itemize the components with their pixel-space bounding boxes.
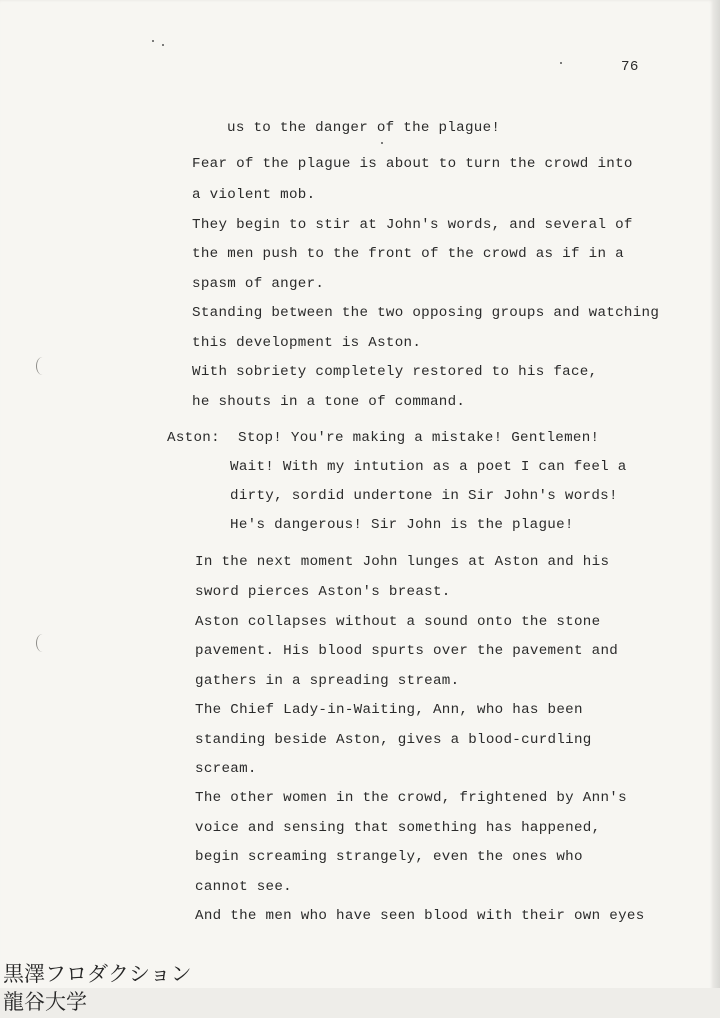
text-line: sword pierces Aston's breast. (195, 584, 451, 600)
page-edge-shadow (714, 0, 720, 1018)
dialogue-line: Stop! You're making a mistake! Gentlemen! (238, 430, 600, 446)
text-line: The other women in the crowd, frightened by Ann's (195, 790, 627, 806)
text-line: standing beside Aston, gives a blood-curdling (195, 732, 592, 748)
text-line: And the men who have seen blood with their own eyes (195, 908, 645, 924)
text-line: pavement. His blood spurts over the pavement and (195, 643, 619, 659)
text-line: us to the danger of the plague! (227, 120, 501, 136)
text-line: cannot see. (195, 879, 292, 895)
text-line: a violent mob. (192, 187, 316, 203)
text-line: spasm of anger. (192, 276, 325, 292)
text-line: begin screaming strangely, even the ones who (195, 849, 583, 865)
binder-hole-mark (36, 357, 49, 375)
scan-bottom-strip (0, 988, 720, 1018)
text-line: The Chief Lady-in-Waiting, Ann, who has been (195, 702, 583, 718)
text-line: this development is Aston. (192, 335, 422, 351)
dialogue-line: He's dangerous! Sir John is the plague! (230, 517, 574, 533)
paper-speck (162, 44, 164, 46)
watermark-production: 黒澤フロダクション (3, 962, 192, 986)
paper-speck (381, 142, 383, 144)
text-line: Standing between the two opposing groups and watching (192, 305, 660, 321)
paper-speck (152, 40, 154, 42)
text-line: With sobriety completely restored to his face, (192, 364, 598, 380)
text-line: the men push to the front of the crowd as if in a (192, 246, 624, 262)
text-line: gathers in a spreading stream. (195, 673, 460, 689)
text-line: he shouts in a tone of command. (192, 394, 466, 410)
text-line: In the next moment John lunges at Aston and his (195, 554, 610, 570)
dialogue-line: Wait! With my intution as a poet I can feel a (230, 459, 627, 475)
text-line: Fear of the plague is about to turn the crowd into (192, 156, 633, 172)
watermark-university: 龍谷大学 (3, 990, 87, 1014)
page-number: 76 (621, 59, 639, 75)
binder-hole-mark (36, 634, 49, 652)
text-line: Aston collapses without a sound onto the stone (195, 614, 601, 630)
text-line: voice and sensing that something has happened, (195, 820, 601, 836)
text-line: scream. (195, 761, 257, 777)
speaker-name: Aston: (167, 430, 220, 446)
dialogue-line: dirty, sordid undertone in Sir John's words! (230, 488, 618, 504)
text-line: They begin to stir at John's words, and several of (192, 217, 633, 233)
paper-speck (560, 62, 562, 64)
